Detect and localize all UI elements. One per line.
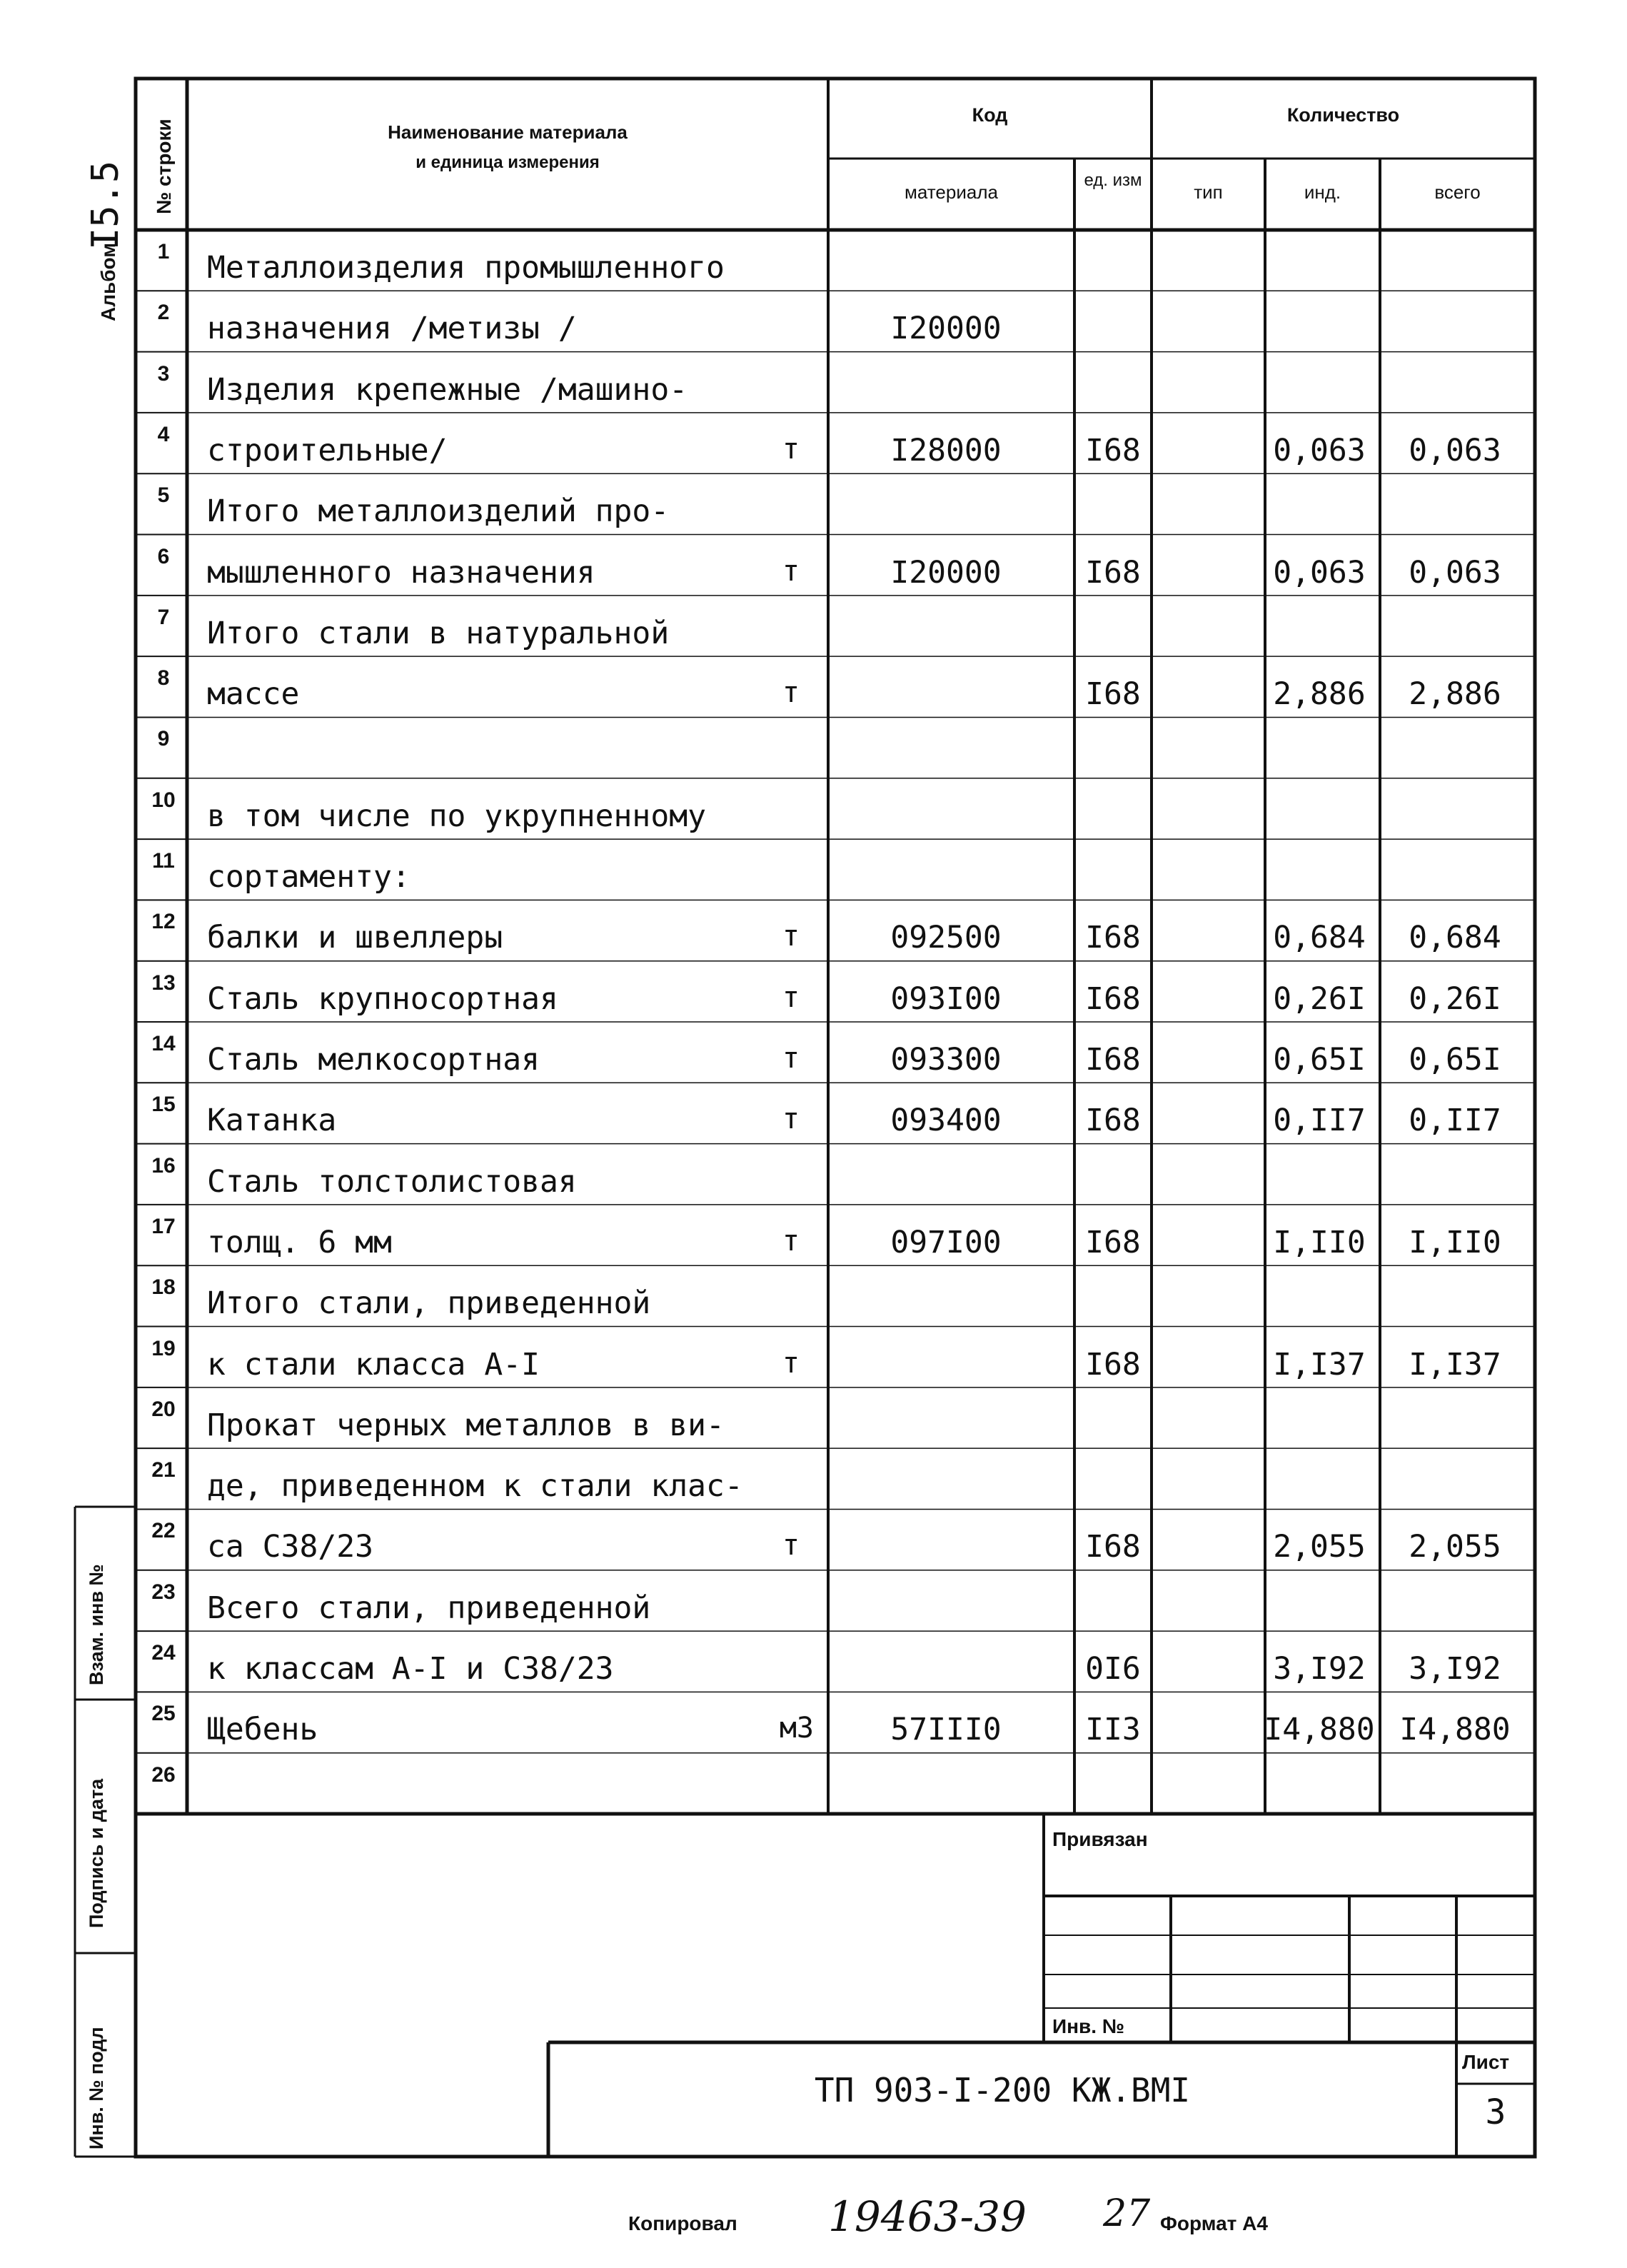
row-number: 15 (151, 1093, 176, 1117)
row-name: строительные/ (207, 432, 448, 468)
row-name: к классам А-I и С38/23 (207, 1651, 614, 1687)
row-number: 2 (157, 301, 170, 325)
row-material-code: I20000 (890, 311, 1002, 347)
row-number: 25 (151, 1702, 176, 1726)
row-unit: т (782, 920, 800, 953)
row-material-code: 093300 (890, 1042, 1002, 1078)
row-material-code: I20000 (890, 554, 1002, 591)
row-number: 19 (151, 1336, 176, 1360)
row-unit-code: I68 (1085, 1529, 1141, 1565)
row-unit-code: I68 (1085, 554, 1141, 591)
row-unit: т (782, 1042, 800, 1075)
linked-label: Привязан (1052, 1828, 1148, 1850)
handwritten-number-2: 27 (1103, 2192, 1151, 2235)
row-qty-ind: 0,II7 (1273, 1103, 1366, 1139)
header-qty-type: тип (1194, 181, 1223, 203)
row-number: 13 (151, 970, 176, 995)
row-name: де, приведенном к стали клас- (207, 1468, 743, 1505)
row-number: 8 (157, 666, 170, 691)
row-unit-code: I68 (1085, 1346, 1141, 1383)
row-material-code: 093I00 (890, 980, 1002, 1017)
row-number: 10 (151, 788, 176, 812)
row-number: 12 (151, 910, 176, 934)
row-unit: т (782, 1529, 800, 1562)
row-name: Металлоизделия промышленного (207, 250, 725, 286)
row-unit-code: I68 (1085, 1042, 1141, 1078)
row-material-code: 097I00 (890, 1224, 1002, 1260)
row-qty-total: 0,684 (1409, 920, 1501, 956)
row-qty-ind: I4,880 (1264, 1712, 1375, 1748)
row-qty-ind: 3,I92 (1273, 1651, 1366, 1687)
row-qty-total: 0,65I (1409, 1042, 1501, 1078)
header-qty-ind: инд. (1304, 181, 1341, 203)
row-number: 9 (157, 727, 170, 751)
album-number: I5.5 (84, 160, 127, 250)
row-unit: т (782, 1346, 800, 1380)
row-qty-ind: I,II0 (1273, 1224, 1366, 1260)
row-number: 6 (157, 544, 170, 568)
row-name: Катанка (207, 1103, 337, 1139)
format-label: Формат А4 (1160, 2212, 1268, 2234)
row-qty-total: 2,886 (1409, 676, 1501, 713)
row-name: балки и швеллеры (207, 920, 503, 956)
row-material-code: 57III0 (890, 1712, 1002, 1748)
row-unit: т (782, 980, 800, 1014)
row-qty-ind: 2,886 (1273, 676, 1366, 713)
row-name: массе (207, 676, 300, 713)
row-number: 26 (151, 1762, 176, 1787)
row-qty-ind: 0,063 (1273, 432, 1366, 468)
row-unit: т (782, 554, 800, 588)
header-name-line1: Наименование материала (388, 121, 628, 143)
row-qty-ind: 0,063 (1273, 554, 1366, 591)
row-number: 18 (151, 1275, 176, 1300)
row-unit: т (782, 676, 800, 710)
side-inv-podl: Инв. № подл (86, 2027, 107, 2149)
row-qty-ind: 0,684 (1273, 920, 1366, 956)
row-name: Итого металлоизделий про- (207, 493, 670, 530)
row-name: Итого стали в натуральной (207, 615, 670, 651)
header-qty-group: Количество (1286, 104, 1400, 126)
row-number: 11 (152, 849, 175, 873)
row-number: 17 (151, 1214, 176, 1238)
row-number: 16 (151, 1153, 176, 1178)
side-podpis: Подпись и дата (86, 1778, 107, 1928)
document-code: ТП 903-I-200 КЖ.ВМI (814, 2071, 1191, 2109)
row-unit: т (782, 432, 800, 466)
header-code-material: материала (905, 181, 998, 203)
header-code-group: Код (972, 104, 1008, 126)
row-unit-code: I68 (1085, 432, 1141, 468)
row-qty-total: I,II0 (1409, 1224, 1501, 1260)
row-unit-code: 0I6 (1085, 1651, 1141, 1687)
row-unit-code: II3 (1085, 1712, 1141, 1748)
row-qty-total: 0,26I (1409, 980, 1501, 1017)
row-name: Сталь толстолистовая (207, 1163, 577, 1200)
row-name: Итого стали, приведенной (207, 1285, 651, 1322)
row-qty-total: I4,880 (1399, 1712, 1511, 1748)
row-qty-total: 0,063 (1409, 554, 1501, 591)
row-unit-code: I68 (1085, 980, 1141, 1017)
row-qty-ind: 0,26I (1273, 980, 1366, 1017)
row-number: 24 (151, 1641, 176, 1665)
row-unit-code: I68 (1085, 920, 1141, 956)
row-number: 1 (157, 240, 170, 264)
sheet-number: 3 (1485, 2092, 1506, 2132)
row-number: 5 (157, 483, 170, 508)
row-unit-code: I68 (1085, 1103, 1141, 1139)
header-row-no: № строки (153, 119, 175, 214)
row-name: Щебень (207, 1712, 318, 1748)
handwritten-number: 19463-39 (828, 2192, 1027, 2241)
row-unit: м3 (779, 1712, 814, 1745)
inv-no-label: Инв. № (1052, 2015, 1125, 2037)
album-label: Альбом (97, 243, 119, 321)
row-name: к стали класса А-I (207, 1346, 540, 1383)
row-number: 22 (151, 1519, 176, 1543)
row-qty-total: I,I37 (1409, 1346, 1501, 1383)
row-unit-code: I68 (1085, 1224, 1141, 1260)
row-unit: т (782, 1103, 800, 1136)
row-name: Сталь мелкосортная (207, 1042, 540, 1078)
row-qty-total: 2,055 (1409, 1529, 1501, 1565)
side-vzam: Взам. инв № (86, 1564, 107, 1685)
row-name: са С38/23 (207, 1529, 373, 1565)
row-qty-ind: I,I37 (1273, 1346, 1366, 1383)
row-qty-total: 0,063 (1409, 432, 1501, 468)
row-qty-ind: 0,65I (1273, 1042, 1366, 1078)
row-name: в том числе по укрупненному (207, 798, 706, 834)
sheet-label: Лист (1462, 2051, 1510, 2073)
row-number: 3 (157, 361, 170, 386)
row-name: мышленного назначения (207, 554, 595, 591)
row-material-code: 093400 (890, 1103, 1002, 1139)
row-name: сортаменту: (207, 859, 410, 895)
row-number: 7 (157, 605, 170, 629)
row-name: Всего стали, приведенной (207, 1590, 651, 1626)
row-material-code: I28000 (890, 432, 1002, 468)
row-qty-total: 3,I92 (1409, 1651, 1501, 1687)
row-name: толщ. 6 мм (207, 1224, 392, 1260)
row-number: 20 (151, 1397, 176, 1421)
row-name: Прокат черных металлов в ви- (207, 1407, 725, 1443)
row-name: Сталь крупносортная (207, 980, 558, 1017)
row-number: 23 (151, 1580, 176, 1604)
row-name: Изделия крепежные /машино- (207, 371, 688, 408)
row-number: 4 (157, 422, 170, 446)
row-name: назначения /метизы / (207, 311, 577, 347)
row-number: 21 (151, 1458, 176, 1482)
row-material-code: 092500 (890, 920, 1002, 956)
row-unit: т (782, 1224, 800, 1258)
row-qty-ind: 2,055 (1273, 1529, 1366, 1565)
header-qty-total: всего (1434, 181, 1481, 203)
copied-label: Копировал (628, 2212, 737, 2234)
row-number: 14 (151, 1032, 176, 1055)
row-qty-total: 0,II7 (1409, 1103, 1501, 1139)
header-code-unit: ед. изм (1084, 171, 1142, 190)
row-unit-code: I68 (1085, 676, 1141, 713)
header-name-line2: и единица измерения (415, 153, 600, 172)
